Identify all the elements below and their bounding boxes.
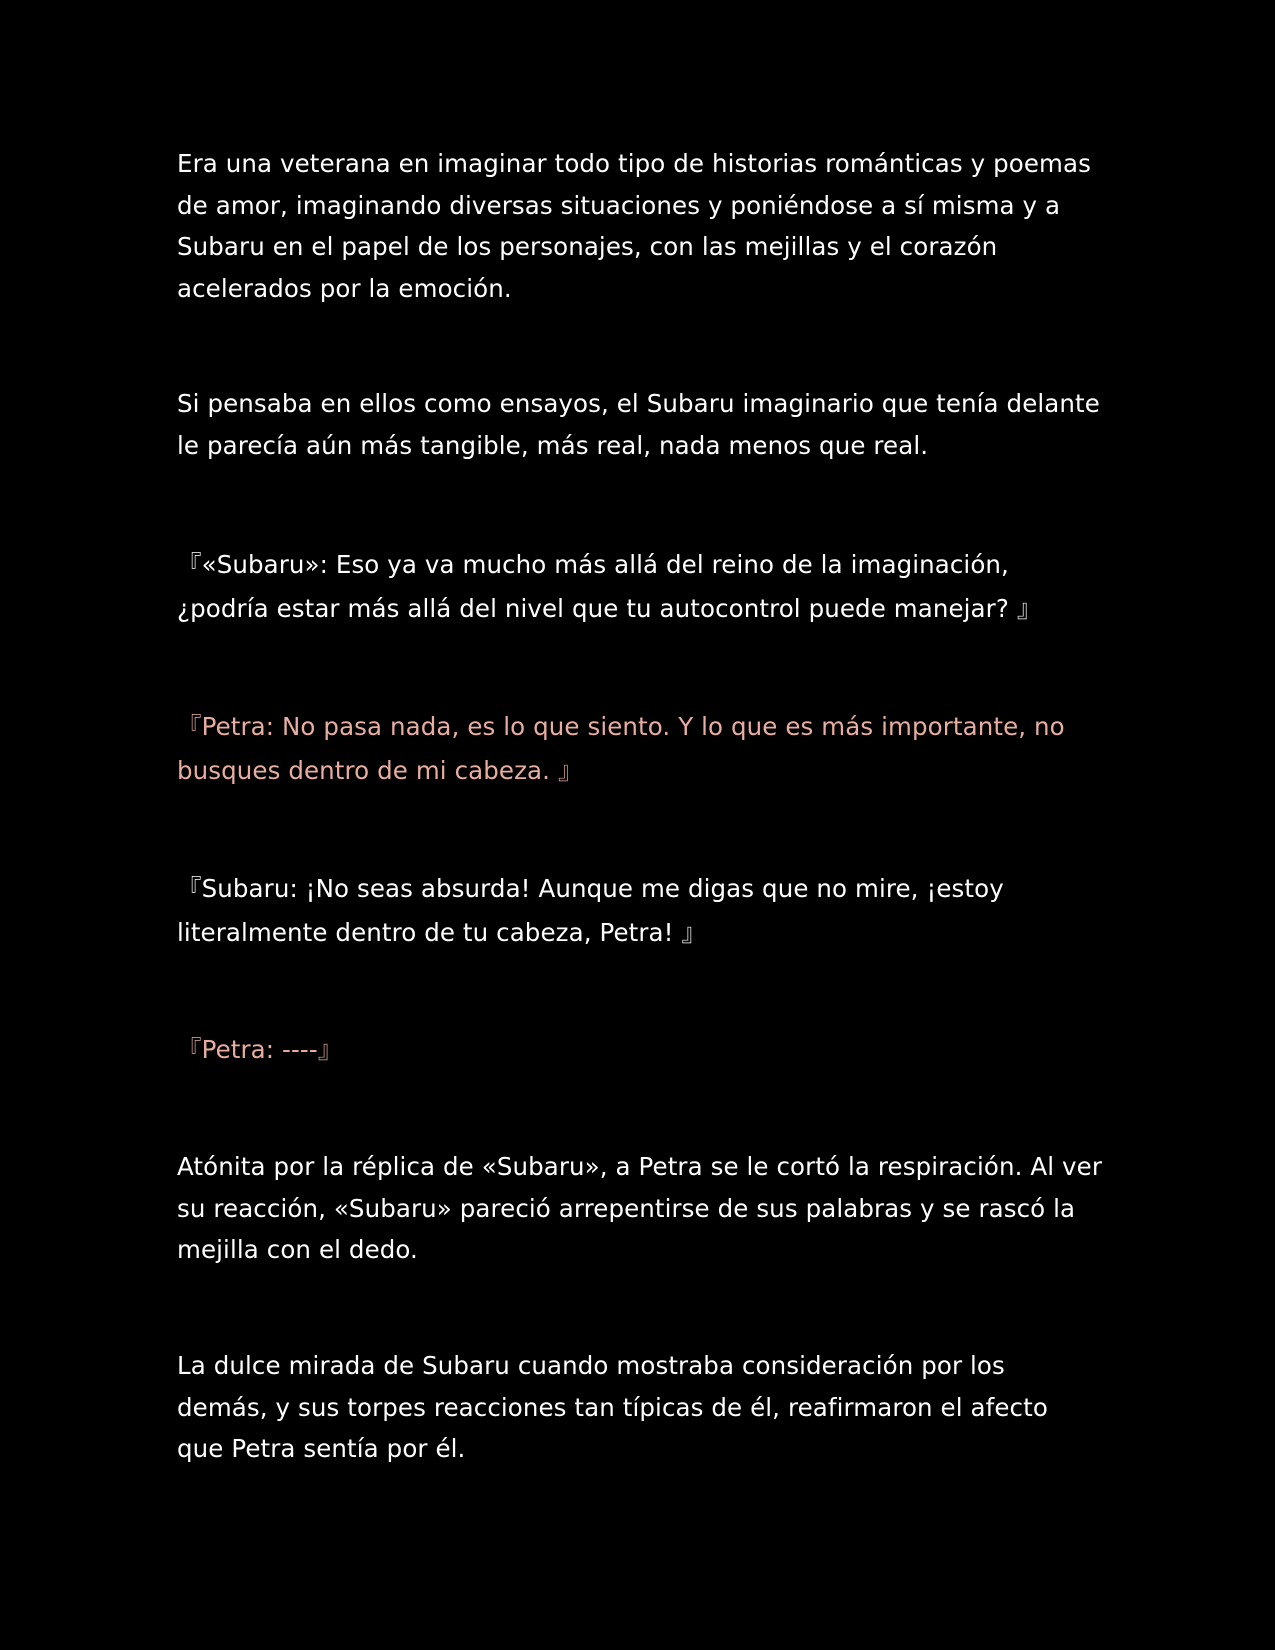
narration-paragraph-1: Era una veterana en imaginar todo tipo de historias románticas y poemas de amor, imaginando diversas situaciones y poniéndose a sí misma y a Subaru en el papel de los personajes, con las mejillas y el corazón acelerados por la emoción. xyxy=(177,149,1091,303)
narration-paragraph-3: Atónita por la réplica de «Subaru», a Petra se le cortó la respiración. Al ver su reacción, «Subaru» pareció arrepentirse de sus palabras y se rascó la mejilla con el dedo. xyxy=(177,1152,1102,1264)
petra-dialogue-1: 『Petra: No pasa nada, es lo que siento. Y lo que es más importante, no busques dentro de mi cabeza. 』 xyxy=(177,712,1065,785)
narration-paragraph-4: La dulce mirada de Subaru cuando mostraba consideración por los demás, y sus torpes reacciones tan típicas de él, reafirmaron el afecto que Petra sentía por él. xyxy=(177,1351,1048,1463)
petra-dialogue-2: 『Petra: ----』 xyxy=(177,1035,343,1064)
subaru-dialogue-1: 『«Subaru»: Eso ya va mucho más allá del reino de la imaginación, ¿podría estar más allá del nivel que tu autocontrol puede manejar? 』 xyxy=(177,550,1042,623)
subaru-dialogue-2: 『Subaru: ¡No seas absurda! Aunque me digas que no mire, ¡estoy literalmente dentro de tu cabeza, Petra! 』 xyxy=(177,874,1004,947)
narration-paragraph-2: Si pensaba en ellos como ensayos, el Subaru imaginario que tenía delante le parecía aún más tangible, más real, nada menos que real. xyxy=(177,389,1100,460)
